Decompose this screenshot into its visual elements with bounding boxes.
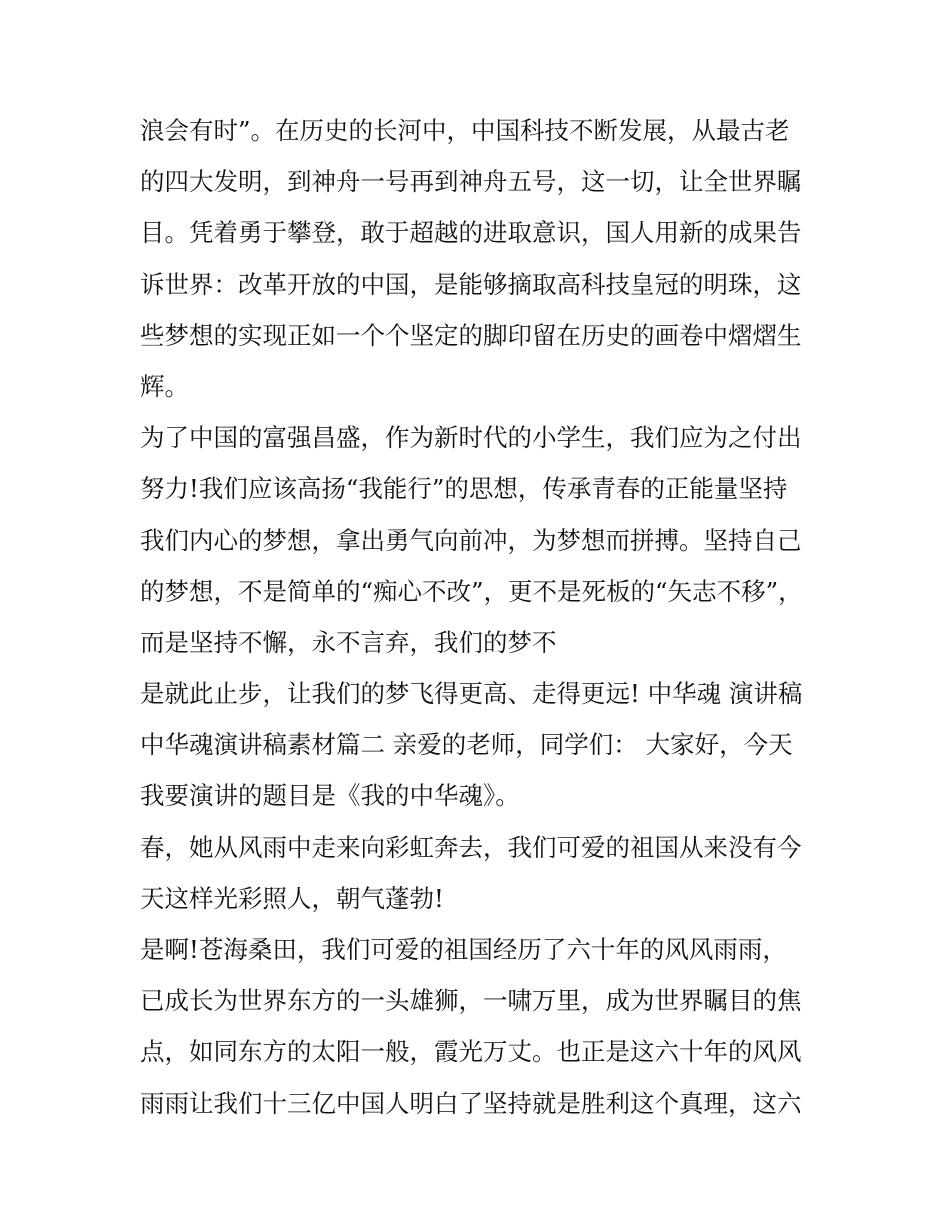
text-line: 我们内心的梦想，拿出勇气向前冲，为梦想而拼搏。坚持自己 (140, 525, 802, 555)
text-line: 雨雨让我们十三亿中国人明白了坚持就是胜利这个真理，这六 (140, 1088, 802, 1118)
text-line: 而是坚持不懈，永不言弃，我们的梦不 (140, 627, 557, 657)
text-line: 我要演讲的题目是《我的中华魂》。 (140, 781, 520, 811)
text-line: 些梦想的实现正如一个个坚定的脚印留在历史的画卷中熠熠生 (140, 320, 802, 350)
text-line: 是就此止步，让我们的梦飞得更高、走得更远! 中华魂 演讲稿 (140, 679, 803, 709)
text-line: 努力!我们应该高扬“我能行”的思想，传承青春的正能量坚持 (140, 474, 788, 504)
text-line: 已成长为世界东方的一头雄狮，一啸万里，成为世界瞩目的焦 (140, 986, 802, 1016)
text-line: 的四大发明，到神舟一号再到神舟五号，这一切，让全世界瞩 (140, 167, 802, 197)
text-line: 天这样光彩照人，朝气蓬勃! (140, 883, 444, 913)
text-line: 点，如同东方的太阳一般，霞光万丈。也正是这六十年的风风 (140, 1037, 802, 1067)
text-line: 浪会有时”。在历史的长河中，中国科技不断发展，从最古老 (140, 116, 790, 145)
text-line: 诉世界：改革开放的中国，是能够摘取高科技皇冠的明珠，这 (140, 269, 802, 299)
text-line: 目。凭着勇于攀登，敢于超越的进取意识，国人用新的成果告 (140, 218, 802, 248)
text-line: 春，她从风雨中走来向彩虹奔去，我们可爱的祖国从来没有今 (140, 832, 802, 862)
text-line: 辉。 (140, 371, 189, 401)
text-line: 的梦想，不是简单的“痴心不改”，更不是死板的“矢志不移”， (140, 576, 803, 606)
text-line: 是啊!苍海桑田，我们可爱的祖国经历了六十年的风风雨雨， (140, 935, 787, 964)
text-line: 中华魂演讲稿素材篇二 亲爱的老师，同学们： 大家好，今天 (140, 730, 793, 760)
body-text (140, 111, 830, 1135)
text-line: 为了中国的富强昌盛，作为新时代的小学生，我们应为之付出 (140, 423, 802, 453)
